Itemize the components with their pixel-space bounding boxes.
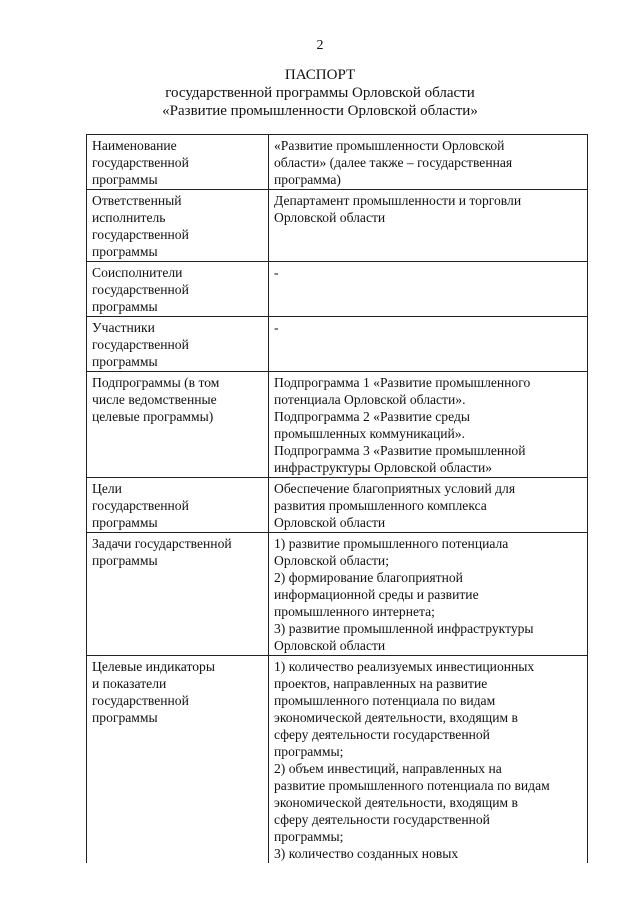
row-value-line: развитие промышленного потенциала по видам: [274, 778, 550, 793]
row-value-line: Обеспечение благоприятных условий для: [274, 481, 516, 496]
row-value-line: -: [274, 265, 279, 280]
row-value-line: Подпрограмма 2 «Развитие среды: [274, 409, 470, 424]
row-value-line: 1) развитие промышленного потенциала: [274, 536, 509, 551]
row-value-line: области» (далее также – государственная: [274, 155, 513, 170]
heading-title: ПАСПОРТ: [284, 67, 356, 83]
row-label-line: Цели: [92, 481, 122, 496]
heading-subtitle-program: государственной программы Орловской области: [165, 85, 475, 101]
row-value-line: промышленного интернета;: [274, 604, 435, 619]
row-value-line: программы;: [274, 744, 344, 759]
row-value-line: 2) объем инвестиций, направленных на: [274, 761, 502, 776]
row-value-line: программы;: [274, 829, 344, 844]
row-label-line: государственной: [92, 282, 189, 297]
table-row: [87, 190, 588, 262]
row-label-line: программы: [92, 710, 158, 725]
row-value-cell: [269, 317, 588, 372]
row-label-line: Соисполнители: [92, 265, 183, 280]
row-label-cell: [87, 478, 269, 533]
row-value-line: экономической деятельности, входящим в: [274, 710, 518, 725]
row-value-line: Орловской области: [274, 210, 386, 225]
row-label-line: целевые программы): [92, 409, 214, 424]
row-value-line: инфраструктуры Орловской области»: [274, 460, 493, 475]
row-value-line: 1) количество реализуемых инвестиционных: [274, 659, 535, 674]
row-value-line: Орловской области: [274, 515, 386, 530]
row-label-line: государственной: [92, 337, 189, 352]
row-label-line: государственной: [92, 227, 189, 242]
row-label-line: Участники: [92, 320, 155, 335]
row-label-line: государственной: [92, 155, 189, 170]
row-label-line: Подпрограммы (в том: [92, 375, 220, 390]
row-value-line: сферу деятельности государственной: [274, 812, 490, 827]
row-label-cell: [87, 190, 269, 262]
table-row: [87, 656, 588, 864]
row-value-cell: [269, 533, 588, 656]
row-label-line: программы: [92, 515, 158, 530]
row-label-line: программы: [92, 172, 158, 187]
row-label-cell: [87, 372, 269, 478]
row-value-line: 3) количество созданных новых: [274, 846, 459, 861]
heading-subtitle-name: «Развитие промышленности Орловской области»: [162, 103, 478, 119]
row-value-line: промышленных коммуникаций».: [274, 426, 465, 441]
row-value-line: -: [274, 320, 279, 335]
row-label-line: программы: [92, 244, 158, 259]
row-value-cell: [269, 372, 588, 478]
row-value-line: экономической деятельности, входящим в: [274, 795, 518, 810]
row-label-line: Наименование: [92, 138, 177, 153]
row-label-line: программы: [92, 553, 158, 568]
passport-table: [86, 134, 588, 863]
table-row: [87, 372, 588, 478]
row-value-cell: [269, 262, 588, 317]
row-label-line: программы: [92, 354, 158, 369]
row-label-line: государственной: [92, 498, 189, 513]
row-label-cell: [87, 135, 269, 190]
row-value-cell: [269, 135, 588, 190]
row-value-line: сферу деятельности государственной: [274, 727, 490, 742]
row-label-line: числе ведомственные: [92, 392, 217, 407]
row-value-line: программа): [274, 172, 341, 187]
table-row: [87, 135, 588, 190]
table-row: [87, 533, 588, 656]
row-value-line: Подпрограмма 3 «Развитие промышленной: [274, 443, 526, 458]
row-value-line: развития промышленного комплекса: [274, 498, 487, 513]
row-label-line: государственной: [92, 693, 189, 708]
row-label-line: исполнитель: [92, 210, 166, 225]
row-value-line: Орловской области;: [274, 553, 389, 568]
table-row: [87, 317, 588, 372]
table-row: [87, 262, 588, 317]
row-value-cell: [269, 190, 588, 262]
page-number: 2: [316, 38, 324, 53]
table-row: [87, 478, 588, 533]
row-value-line: 3) развитие промышленной инфраструктуры: [274, 621, 534, 636]
row-value-line: проектов, направленных на развитие: [274, 676, 488, 691]
row-value-line: информационной среды и развитие: [274, 587, 479, 602]
row-value-line: 2) формирование благоприятной: [274, 570, 463, 585]
row-label-line: Целевые индикаторы: [92, 659, 215, 674]
row-value-cell: [269, 656, 588, 864]
row-value-line: Орловской области: [274, 638, 386, 653]
row-label-line: Задачи государственной: [92, 536, 232, 551]
row-label-cell: [87, 656, 269, 864]
row-label-line: программы: [92, 299, 158, 314]
row-label-line: и показатели: [92, 676, 167, 691]
row-value-cell: [269, 478, 588, 533]
row-label-line: Ответственный: [92, 193, 182, 208]
row-value-line: «Развитие промышленности Орловской: [274, 138, 505, 153]
row-label-cell: [87, 533, 269, 656]
document-heading: [0, 66, 640, 120]
row-value-line: Департамент промышленности и торговли: [274, 193, 522, 208]
row-value-line: потенциала Орловской области».: [274, 392, 466, 407]
row-label-cell: [87, 262, 269, 317]
row-label-cell: [87, 317, 269, 372]
row-value-line: Подпрограмма 1 «Развитие промышленного: [274, 375, 531, 390]
row-value-line: промышленного потенциала по видам: [274, 693, 496, 708]
